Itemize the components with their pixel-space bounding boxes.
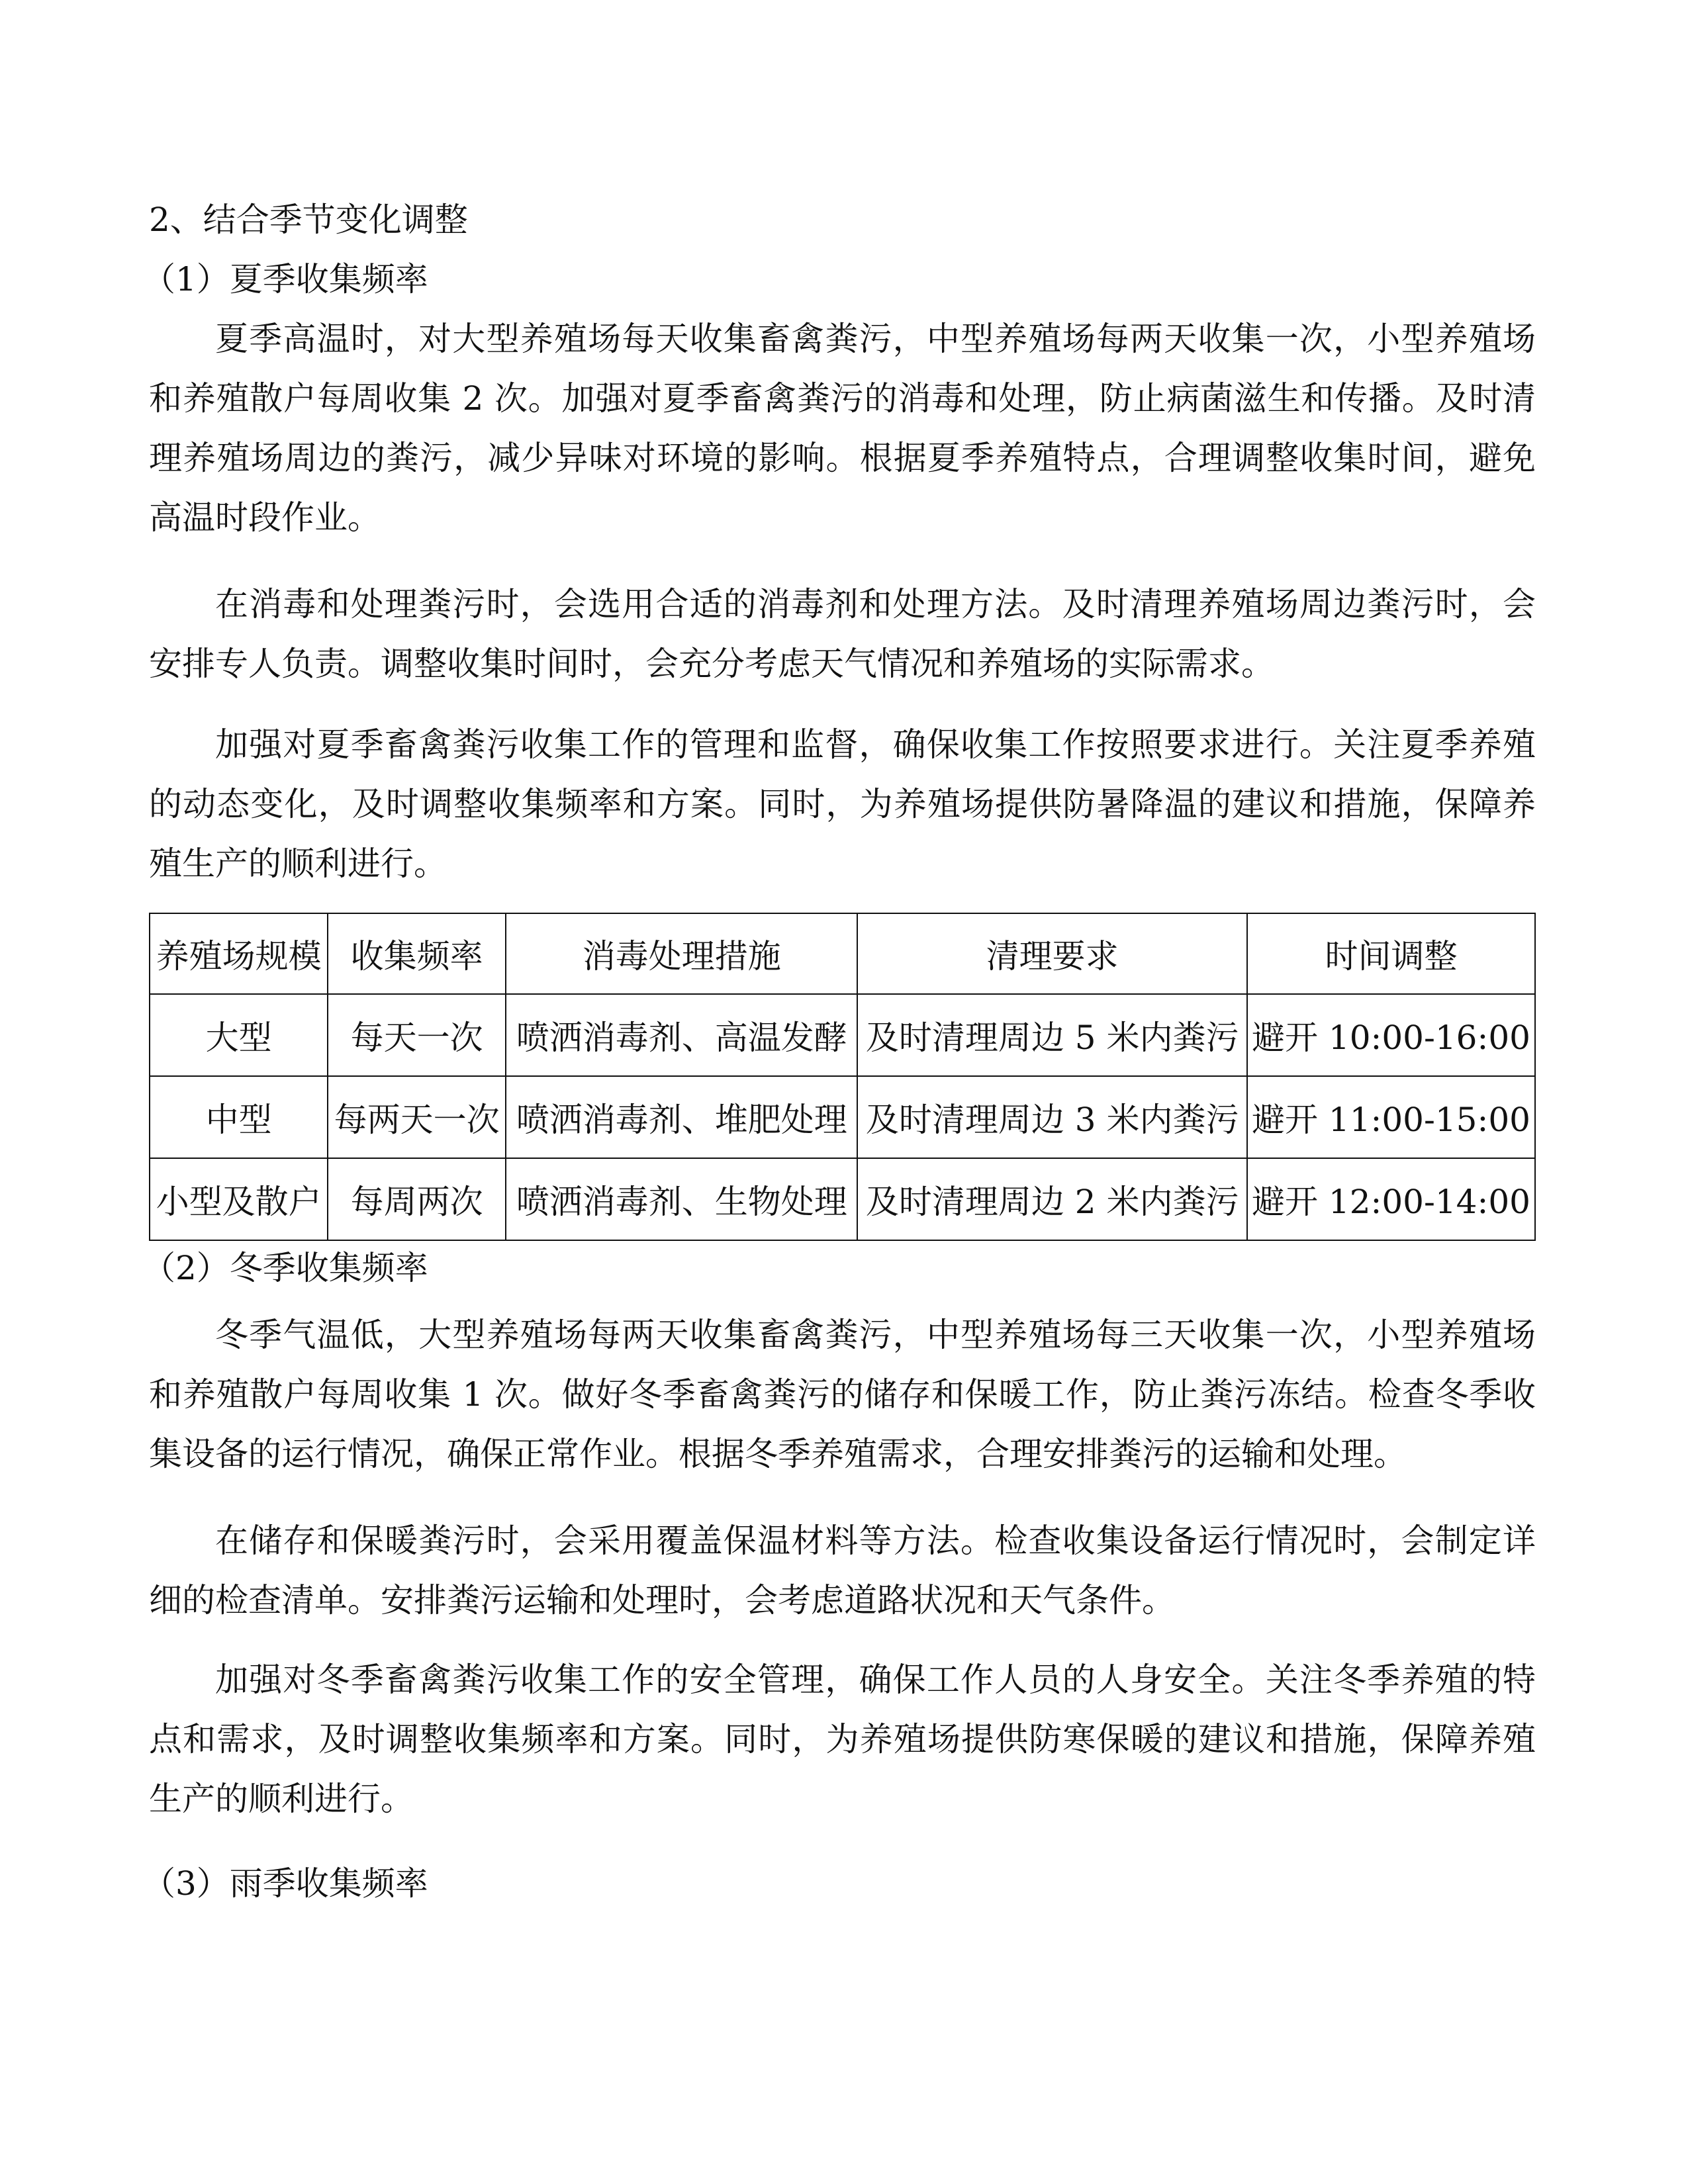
summer-heading: （1）夏季收集频率 — [142, 260, 428, 298]
table-cell: 喷洒消毒剂、生物处理 — [506, 1158, 857, 1240]
summer-paragraph-2: 在消毒和处理粪污时，会选用合适的消毒剂和处理方法。及时清理养殖场周边粪污时，会安排专人负责。调整收集时间时，会充分考虑天气情况和养殖场的实际需求。 — [149, 585, 1536, 683]
table-row — [150, 1076, 1535, 1158]
summer-paragraph-3: 加强对夏季畜禽粪污收集工作的管理和监督，确保收集工作按照要求进行。关注夏季养殖的动态变化，及时调整收集频率和方案。同时，为养殖场提供防暑降温的建议和措施，保障养殖生产的顺利进行。 — [149, 725, 1536, 883]
table-cell: 每两天一次 — [328, 1076, 506, 1158]
header-cell: 养殖场规模 — [150, 913, 328, 994]
header-cell: 收集频率 — [328, 913, 506, 994]
winter-paragraph-2: 在储存和保暖粪污时，会采用覆盖保温材料等方法。检查收集设备运行情况时，会制定详细的检查清单。安排粪污运输和处理时，会考虑道路状况和天气条件。 — [149, 1522, 1536, 1619]
table-row — [150, 1158, 1535, 1240]
table-cell: 避开 12:00-14:00 — [1247, 1158, 1535, 1240]
table-cell: 避开 10:00-16:00 — [1247, 994, 1535, 1076]
winter-paragraph-3: 加强对冬季畜禽粪污收集工作的安全管理，确保工作人员的人身安全。关注冬季养殖的特点和需求，及时调整收集频率和方案。同时，为养殖场提供防寒保暖的建议和措施，保障养殖生产的顺利进行。 — [149, 1661, 1536, 1818]
table-cell: 每周两次 — [328, 1158, 506, 1240]
table-header-row — [150, 913, 1535, 994]
winter-paragraph-1: 冬季气温低，大型养殖场每两天收集畜禽粪污，中型养殖场每三天收集一次，小型养殖场和养殖散户每周收集 1 次。做好冬季畜禽粪污的储存和保暖工作，防止粪污冻结。检查冬季收集设备的运行情况，确保正常作业。根据冬季养殖需求，合理安排粪污的运输和处理。 — [149, 1316, 1536, 1473]
table-cell: 小型及散户 — [150, 1158, 328, 1240]
summer-paragraph-1: 夏季高温时，对大型养殖场每天收集畜禽粪污，中型养殖场每两天收集一次，小型养殖场和养殖散户每周收集 2 次。加强对夏季畜禽粪污的消毒和处理，防止病菌滋生和传播。及时清理养殖场周边的粪污，减少异味对环境的影响。根据夏季养殖特点，合理调整收集时间，避免高温时段作业。 — [149, 320, 1536, 537]
table-cell: 喷洒消毒剂、高温发酵 — [506, 994, 857, 1076]
table-row — [150, 994, 1535, 1076]
table-cell: 避开 11:00-15:00 — [1247, 1076, 1535, 1158]
table-cell: 中型 — [150, 1076, 328, 1158]
table-cell: 及时清理周边 5 米内粪污 — [857, 994, 1247, 1076]
header-cell: 清理要求 — [857, 913, 1247, 994]
rainy-heading: （3）雨季收集频率 — [142, 1864, 428, 1903]
table-cell: 及时清理周边 2 米内粪污 — [857, 1158, 1247, 1240]
header-cell: 消毒处理措施 — [506, 913, 857, 994]
table-cell: 每天一次 — [328, 994, 506, 1076]
header-cell: 时间调整 — [1247, 913, 1535, 994]
table-cell: 大型 — [150, 994, 328, 1076]
summer-collection-table — [149, 913, 1536, 1241]
table-cell: 喷洒消毒剂、堆肥处理 — [506, 1076, 857, 1158]
section-title: 2、结合季节变化调整 — [149, 201, 468, 239]
table-cell: 及时清理周边 3 米内粪污 — [857, 1076, 1247, 1158]
winter-heading: （2）冬季收集频率 — [142, 1249, 428, 1287]
